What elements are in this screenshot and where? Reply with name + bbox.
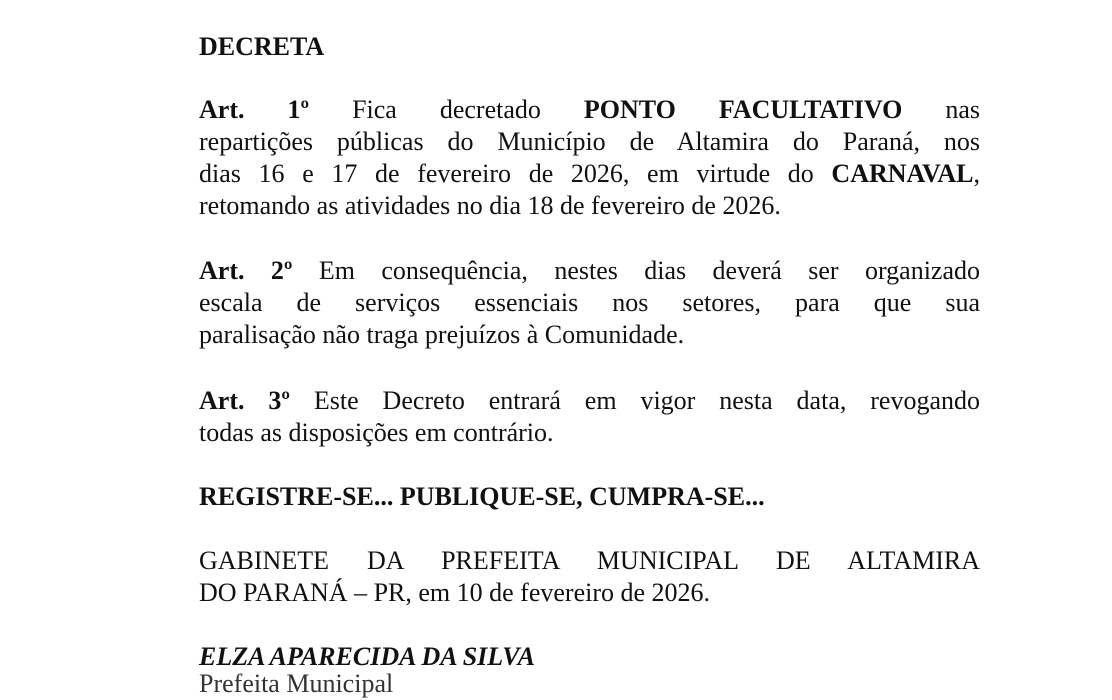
article-3-line: todas as disposições em contrário.: [199, 418, 554, 447]
closing-text: REGISTRE-SE... PUBLIQUE-SE, CUMPRA-SE...: [199, 482, 765, 511]
signatory-name-text: ELZA APARECIDA DA SILVA: [199, 642, 535, 671]
closing-formula: [199, 481, 980, 513]
article-1-text: dias 16 e 17 de fevereiro de 2026, em virtude do: [199, 159, 814, 188]
ponto-facultativo: PONTO FACULTATIVO: [583, 95, 903, 124]
article-2-text: Em consequência, nestes dias deverá ser organizado: [318, 256, 980, 285]
gabinete-line: GABINETE DA PREFEITA MUNICIPAL DE ALTAMIRA: [199, 546, 980, 575]
signatory-title: Prefeita Municipal: [199, 669, 394, 698]
heading-text: DECRETA: [199, 32, 325, 61]
article-1-text: nas: [945, 95, 981, 124]
article-2-label: Art. 2º: [199, 256, 293, 285]
article-1-label: Art. 1º: [199, 95, 310, 124]
article-1-text: Fica decretado: [352, 95, 541, 124]
carnaval: CARNAVAL: [831, 159, 974, 188]
article-2-line: escala de serviços essenciais nos setores, para que sua: [199, 288, 980, 317]
article-2-line: paralisação não traga prejuízos à Comunidade.: [199, 320, 685, 349]
article-3-line: [199, 385, 980, 417]
article-1-line: [199, 94, 980, 126]
article-3-label: Art. 3º: [199, 386, 290, 415]
article-1-line: [199, 158, 980, 190]
article-1-line: retomando as atividades no dia 18 de fevereiro de 2026.: [199, 191, 781, 220]
article-1-line: repartições públicas do Município de Altamira do Paraná, nos: [199, 127, 980, 156]
decree-heading: [199, 31, 980, 63]
gabinete-line: DO PARANÁ – PR, em 10 de fevereiro de 2026.: [199, 578, 711, 607]
article-3-text: Este Decreto entrará em vigor nesta data, revogando: [313, 386, 981, 415]
article-1-text: ,: [973, 159, 980, 188]
article-2-line: [199, 255, 980, 287]
